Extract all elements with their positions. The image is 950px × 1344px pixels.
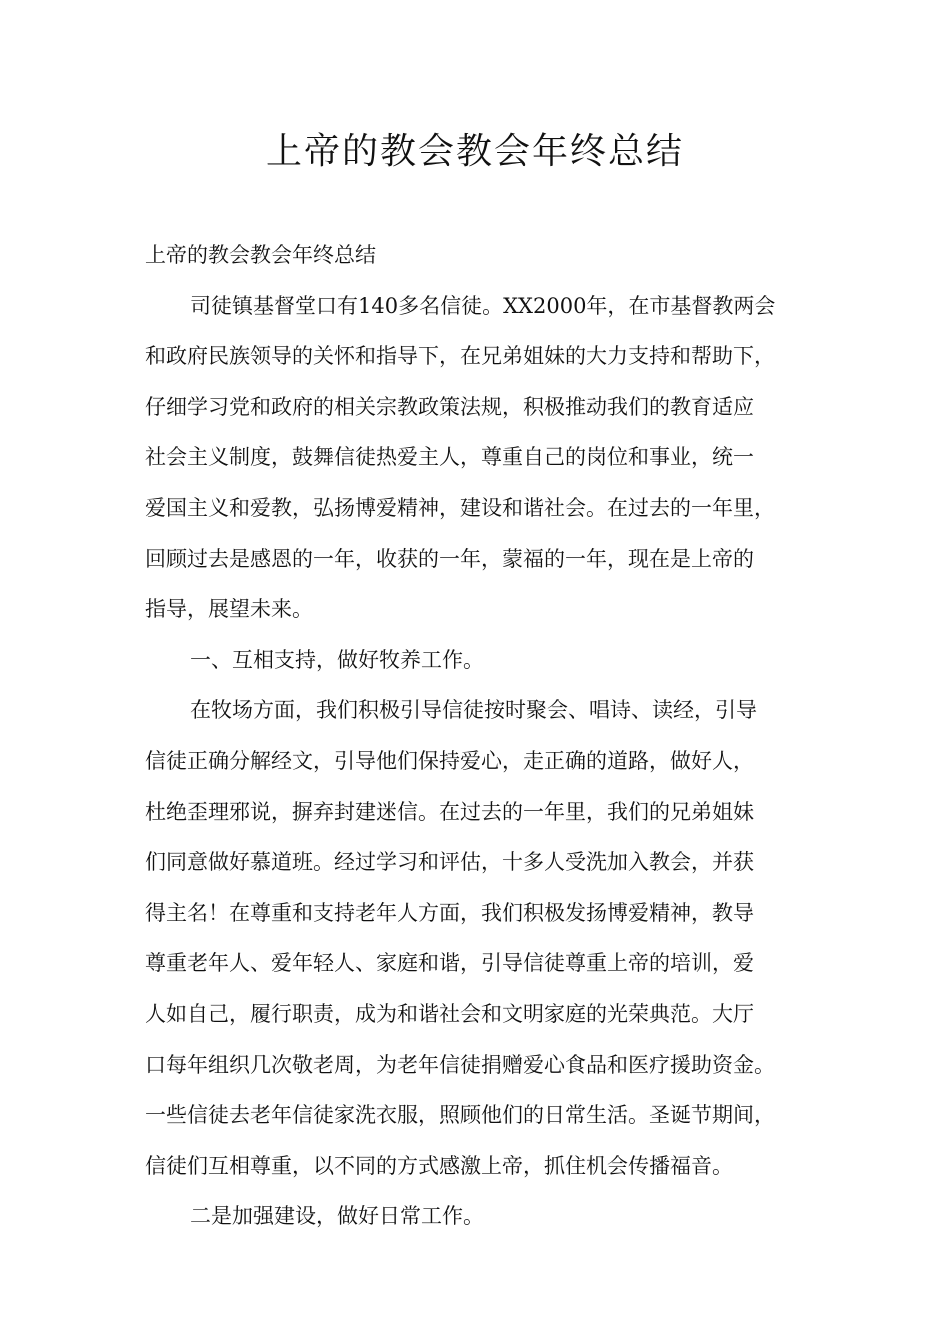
body-line: 回顾过去是感恩的一年，收获的一年，蒙福的一年，现在是上帝的: [145, 546, 754, 571]
body-line: 信徒正确分解经文，引导他们保持爱心，走正确的道路，做好人，: [145, 748, 754, 773]
body-line: 爱国主义和爱教，弘扬博爱精神，建设和谐社会。在过去的一年里，: [145, 495, 775, 520]
body-line: 在牧场方面，我们积极引导信徒按时聚会、唱诗、读经，引导: [190, 698, 757, 723]
body-line: 杜绝歪理邪说，摒弃封建迷信。在过去的一年里，我们的兄弟姐妹: [145, 799, 754, 824]
body-line: 信徒们互相尊重，以不同的方式感激上帝，抓住机会传播福音。: [145, 1153, 733, 1178]
section-heading: 二是加强建设，做好日常工作。: [190, 1204, 484, 1229]
body-line: 们同意做好慕道班。经过学习和评估，十多人受洗加入教会，并获: [145, 850, 754, 875]
body-line: 口每年组织几次敬老周，为老年信徒捐赠爱心食品和医疗援助资金。: [145, 1052, 775, 1077]
body-line: 仔细学习党和政府的相关宗教政策法规，积极推动我们的教育适应: [145, 394, 754, 419]
body-line: 人如自己，履行职责，成为和谐社会和文明家庭的光荣典范。大厅: [145, 1001, 754, 1026]
body-line: 社会主义制度，鼓舞信徒热爱主人，尊重自己的岗位和事业，统一: [145, 445, 754, 470]
body-line: 指导，展望未来。: [145, 597, 313, 622]
body-line: 尊重老年人、爱年轻人、家庭和谐，引导信徒尊重上帝的培训，爱: [145, 951, 754, 976]
document-title: 上帝的教会教会年终总结: [265, 131, 684, 172]
body-line: 上帝的教会教会年终总结: [145, 243, 376, 267]
body-line: 和政府民族领导的关怀和指导下，在兄弟姐妹的大力支持和帮助下，: [145, 344, 775, 369]
section-heading: 一、互相支持，做好牧养工作。: [190, 647, 484, 672]
body-line: 一些信徒去老年信徒家洗衣服，照顾他们的日常生活。圣诞节期间，: [145, 1103, 775, 1128]
body-line: 得主名！在尊重和支持老年人方面，我们积极发扬博爱精神，教导: [145, 900, 754, 925]
body-line: 司徒镇基督堂口有140多名信徒。XX2000年，在市基督教两会: [190, 293, 776, 318]
document-body: [145, 230, 825, 1242]
